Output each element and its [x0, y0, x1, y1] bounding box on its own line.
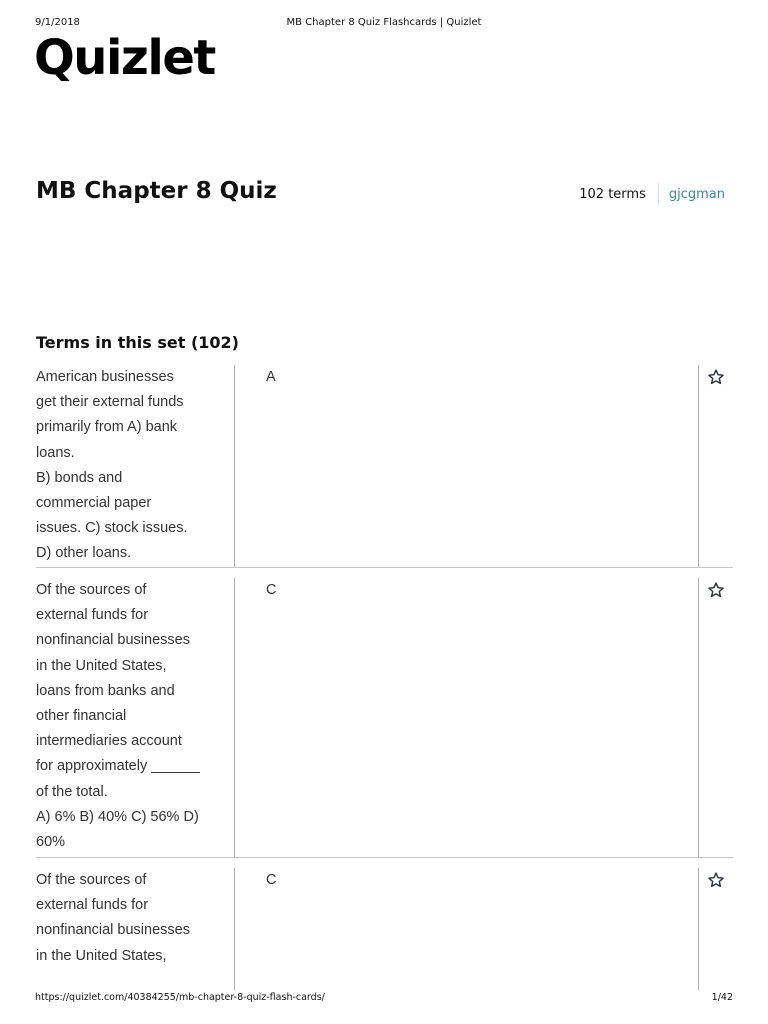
terms-list: [36, 365, 733, 990]
quizlet-logo[interactable]: Quizlet: [34, 30, 215, 86]
print-date: 9/1/2018: [35, 17, 80, 28]
star-column-divider: [698, 868, 699, 990]
card-term: Of the sources of external funds for nonfinancial businesses in the United States, loans from banks and other financial intermediaries account for approximately ______ of the total. A) 6% B) 40% C) 56% D) 60%: [36, 578, 235, 857]
page-number: 1/42: [711, 992, 733, 1003]
term-card: [36, 868, 733, 990]
star-column-divider: [698, 365, 699, 567]
set-meta: [579, 183, 725, 205]
card-term: Of the sources of external funds for nonfinancial businesses in the United States,: [36, 868, 235, 990]
term-count: 102 terms: [579, 186, 646, 202]
term-card: [36, 365, 733, 568]
card-definition: C: [266, 872, 277, 888]
meta-divider: [658, 183, 659, 205]
author-link[interactable]: gjcgman: [668, 186, 725, 202]
star-column-divider: [698, 578, 699, 857]
term-card: [36, 578, 733, 858]
terms-heading: Terms in this set (102): [36, 333, 239, 352]
print-document-title: MB Chapter 8 Quiz Flashcards | Quizlet: [286, 17, 482, 28]
star-icon[interactable]: [707, 581, 725, 599]
print-header: [35, 17, 733, 31]
card-definition: C: [266, 582, 277, 598]
page-title: MB Chapter 8 Quiz: [36, 178, 277, 204]
page-url: https://quizlet.com/40384255/mb-chapter-8-quiz-flash-cards/: [35, 992, 325, 1003]
star-icon[interactable]: [707, 871, 725, 889]
star-icon[interactable]: [707, 368, 725, 386]
card-term: American businesses get their external funds primarily from A) bank loans. B) bonds and commercial paper issues. C) stock issues. D) other loans.: [36, 365, 235, 567]
card-definition: A: [266, 369, 276, 385]
